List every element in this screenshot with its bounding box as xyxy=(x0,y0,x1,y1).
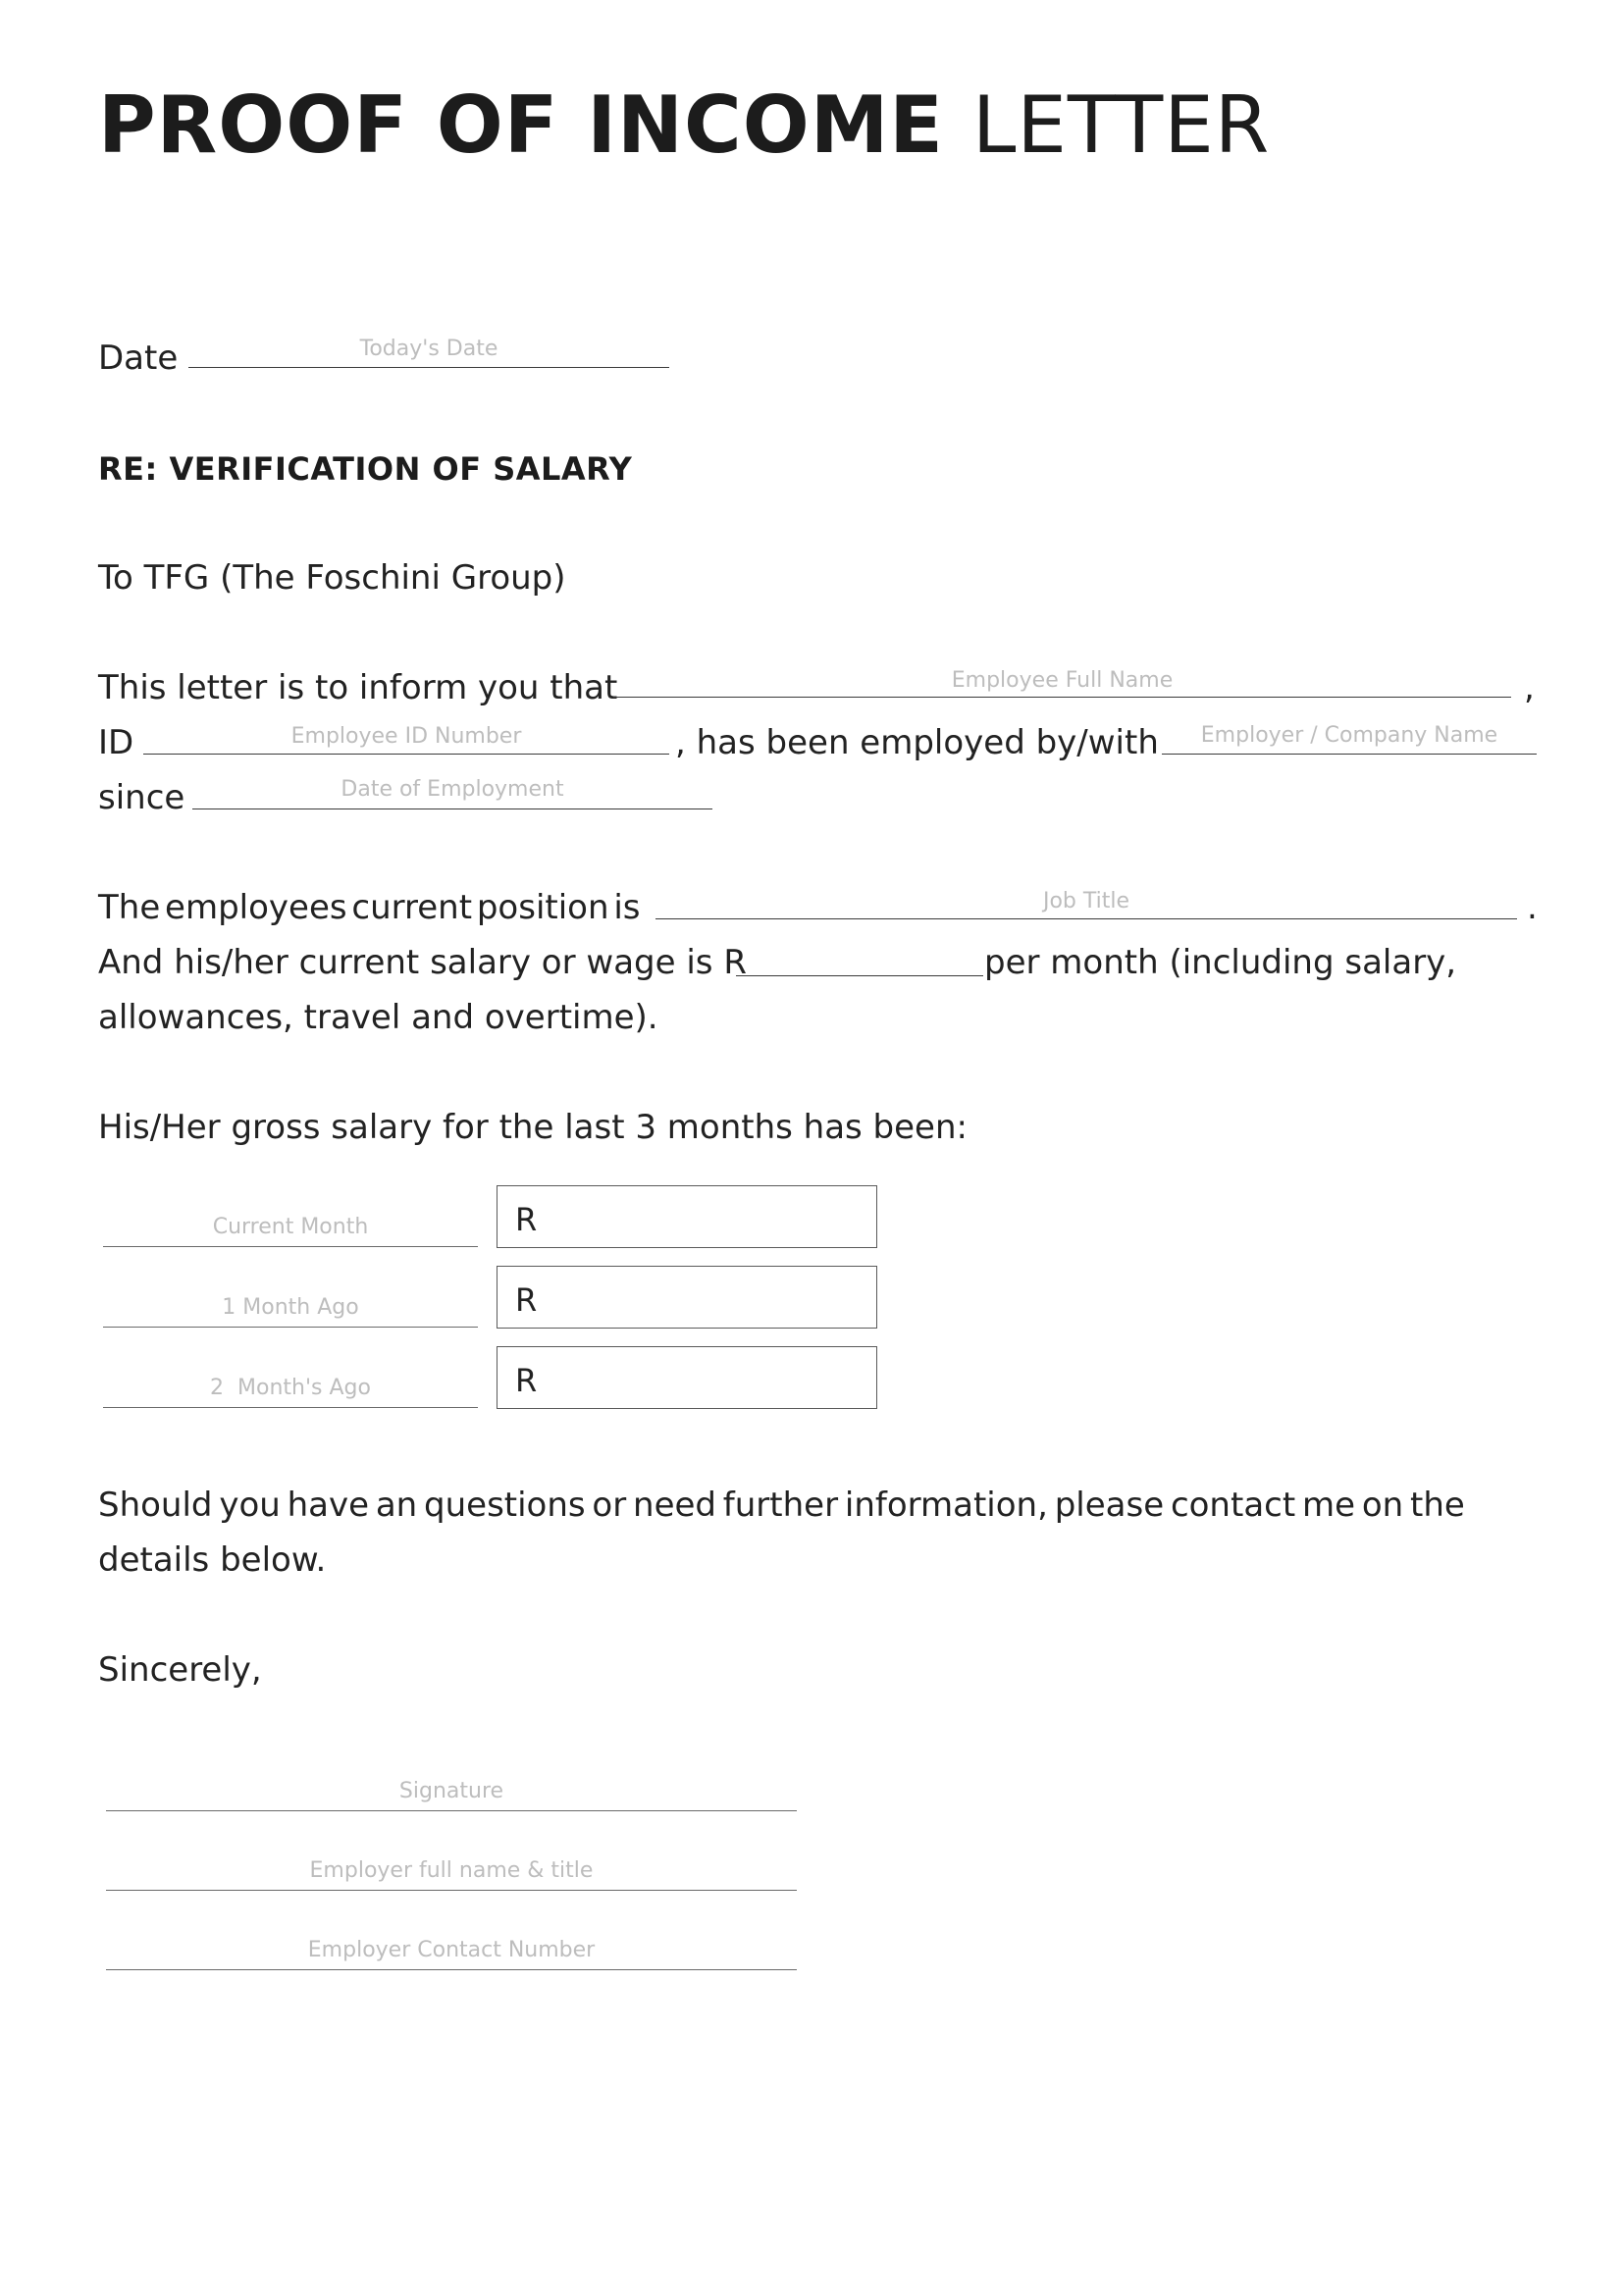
date-field[interactable] xyxy=(188,367,669,368)
name-comma: , xyxy=(1524,668,1535,707)
two-months-ago-currency: R xyxy=(515,1362,538,1399)
recipient-line: To TFG (The Foschini Group) xyxy=(98,558,566,598)
closing-line2: details below. xyxy=(98,1540,327,1580)
date-label: Date xyxy=(98,339,179,378)
one-month-ago-label: 1 Month Ago xyxy=(222,1295,359,1320)
two-months-ago-field[interactable] xyxy=(103,1407,478,1408)
employment-date-field[interactable] xyxy=(192,808,712,809)
id-label: ID xyxy=(98,723,134,762)
salary-suffix: per month (including salary, xyxy=(984,943,1457,982)
position-text: The employees current position is xyxy=(98,888,641,927)
gross-intro: His/Her gross salary for the last 3 months has been: xyxy=(98,1108,968,1147)
current-month-currency: R xyxy=(515,1201,538,1238)
one-month-ago-amount-box[interactable] xyxy=(497,1266,877,1329)
employee-id-field[interactable] xyxy=(143,754,669,755)
position-period: . xyxy=(1527,888,1538,927)
subject-heading: RE: VERIFICATION OF SALARY xyxy=(98,450,633,488)
sign-off: Sincerely, xyxy=(98,1650,262,1690)
employer-field[interactable] xyxy=(1162,754,1537,755)
date-placeholder: Today's Date xyxy=(359,337,498,361)
salary-amount-field[interactable] xyxy=(736,975,983,976)
document-title xyxy=(98,79,1271,171)
employer-name-title-label: Employer full name & title xyxy=(309,1858,594,1883)
employee-id-placeholder: Employee ID Number xyxy=(290,724,522,749)
salary-line3: allowances, travel and overtime). xyxy=(98,998,658,1037)
two-months-ago-label: 2 Month's Ago xyxy=(210,1376,371,1400)
two-months-ago-amount-box[interactable] xyxy=(497,1346,877,1409)
current-month-label: Current Month xyxy=(212,1215,369,1239)
employee-name-placeholder: Employee Full Name xyxy=(951,668,1174,693)
intro-text: This letter is to inform you that xyxy=(98,668,618,707)
job-title-placeholder: Job Title xyxy=(1042,889,1130,913)
employer-name-title-field[interactable] xyxy=(106,1890,797,1891)
employer-contact-label: Employer Contact Number xyxy=(307,1938,596,1962)
one-month-ago-currency: R xyxy=(515,1281,538,1319)
since-label: since xyxy=(98,778,185,817)
current-month-field[interactable] xyxy=(103,1246,478,1247)
title-bold: PROOF OF INCOME xyxy=(98,79,944,171)
signature-field[interactable] xyxy=(106,1810,797,1811)
closing-line1: Should you have an questions or need further information, please contact me on the xyxy=(98,1486,1465,1525)
employment-date-placeholder: Date of Employment xyxy=(341,777,564,802)
one-month-ago-field[interactable] xyxy=(103,1327,478,1328)
salary-prefix: And his/her current salary or wage is R xyxy=(98,943,747,982)
signature-label: Signature xyxy=(398,1779,504,1803)
employer-placeholder: Employer / Company Name xyxy=(1200,723,1498,748)
title-light: LETTER xyxy=(971,79,1271,171)
current-month-amount-box[interactable] xyxy=(497,1185,877,1248)
job-title-field[interactable] xyxy=(655,918,1517,919)
employer-contact-field[interactable] xyxy=(106,1969,797,1970)
employee-name-field[interactable] xyxy=(613,697,1511,698)
employed-text: , has been employed by/with xyxy=(675,723,1159,762)
